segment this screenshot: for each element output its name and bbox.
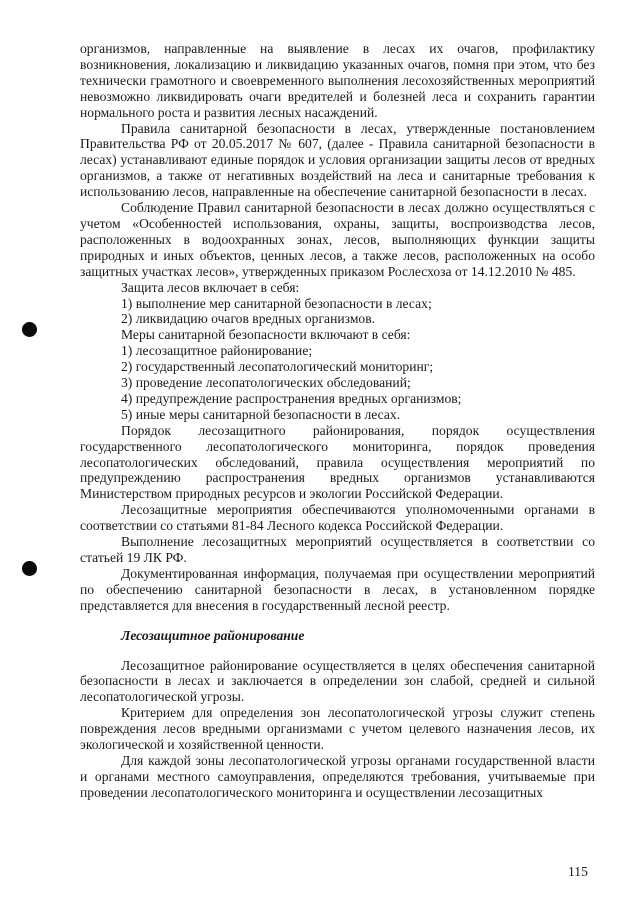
list-item: 2) государственный лесопатологический мониторинг; <box>121 359 434 375</box>
paragraph: Критерием для определения зон лесопатологической угрозы служит степень повреждения лесов вредными организмами с учетом целевого назначения лесов, их экологической и хозяйственной ценности. <box>80 705 595 753</box>
paragraph: Меры санитарной безопасности включают в себя: <box>121 327 411 343</box>
paragraph: Порядок лесозащитного районирования, порядок осуществления государственного лесопатологического мониторинга, порядок проведения лесопатологических обследований, правила осуществления мероприятий по предупреждению распространения вредных организмов устанавливаются Министерством природных ресурсов и экологии Российской Федерации. <box>80 422 595 502</box>
section-heading: Лесозащитное районирование <box>121 627 305 643</box>
list-item: 1) лесозащитное районирование; <box>121 343 313 359</box>
paragraph: Соблюдение Правил санитарной безопасности в лесах должно осуществляться с учетом «Особенностей использования, охраны, защиты, воспроизводства лесов, расположенных в водоохранных зонах, лесов, выполняющих функции защиты природных и иных объектов, ценных лесов, а также лесов, расположенных на особо защитных участках лесов», утвержденных приказом Рослесхоза от 14.12.2010 № 485. <box>80 200 595 279</box>
paragraph: Защита лесов включает в себя: <box>121 279 300 295</box>
paragraph: Для каждой зоны лесопатологической угрозы органами государственной власти и органами местного самоуправления, определяются требования, учитываемые при проведении лесопатологического мониторинга и осуществлении лесозащитных <box>80 752 595 800</box>
paragraph: Лесозащитное районирование осуществляется в целях обеспечения санитарной безопасности в лесах и заключается в определении зон слабой, средней и сильной лесопатологической угрозы. <box>80 657 595 705</box>
paragraph: Лесозащитные мероприятия обеспечиваются уполномоченными органами в соответствии со статьями 81-84 Лесного кодекса Российской Федерации. <box>80 502 595 534</box>
binder-hole-mark <box>22 561 37 576</box>
paragraph: Выполнение лесозащитных мероприятий осуществляется в соответствии со статьей 19 ЛК РФ. <box>80 534 595 565</box>
list-item: 2) ликвидацию очагов вредных организмов. <box>121 311 376 327</box>
document-body <box>80 41 595 801</box>
list-item: 5) иные меры санитарной безопасности в лесах. <box>121 406 401 422</box>
binder-hole-mark <box>22 322 37 337</box>
list-item: 1) выполнение мер санитарной безопасности в лесах; <box>121 295 432 311</box>
list-item: 3) проведение лесопатологических обследований; <box>121 375 411 391</box>
paragraph: Документированная информация, получаемая при осуществлении мероприятий по обеспечению санитарной безопасности в лесах, в установленном порядке представляется для внесения в государственный лесной реестр. <box>80 565 595 613</box>
page-number: 115 <box>568 864 588 879</box>
paragraph: Правила санитарной безопасности в лесах, утвержденные постановлением Правительства РФ от 20.05.2017 № 607, (далее - Правила санитарной безопасности в лесах) устанавливают единые порядок и условия организации защиты лесов от вредных организмов, а также от негативных воздействий на леса и санитарные требования к использованию лесов, направленные на обеспечение санитарной безопасности в лесах. <box>80 120 595 200</box>
list-item: 4) предупреждение распространения вредных организмов; <box>121 390 462 406</box>
paragraph: организмов, направленные на выявление в лесах их очагов, профилактику возникновения, локализацию и ликвидацию указанных очагов, помня при этом, что без технически грамотного и своевременного выполнения лесохозяйственных мероприятий невозможно ликвидировать очаги вредителей и болезней леса и сохранить гарантии нормального роста и развития лесных насаждений. <box>80 41 595 120</box>
